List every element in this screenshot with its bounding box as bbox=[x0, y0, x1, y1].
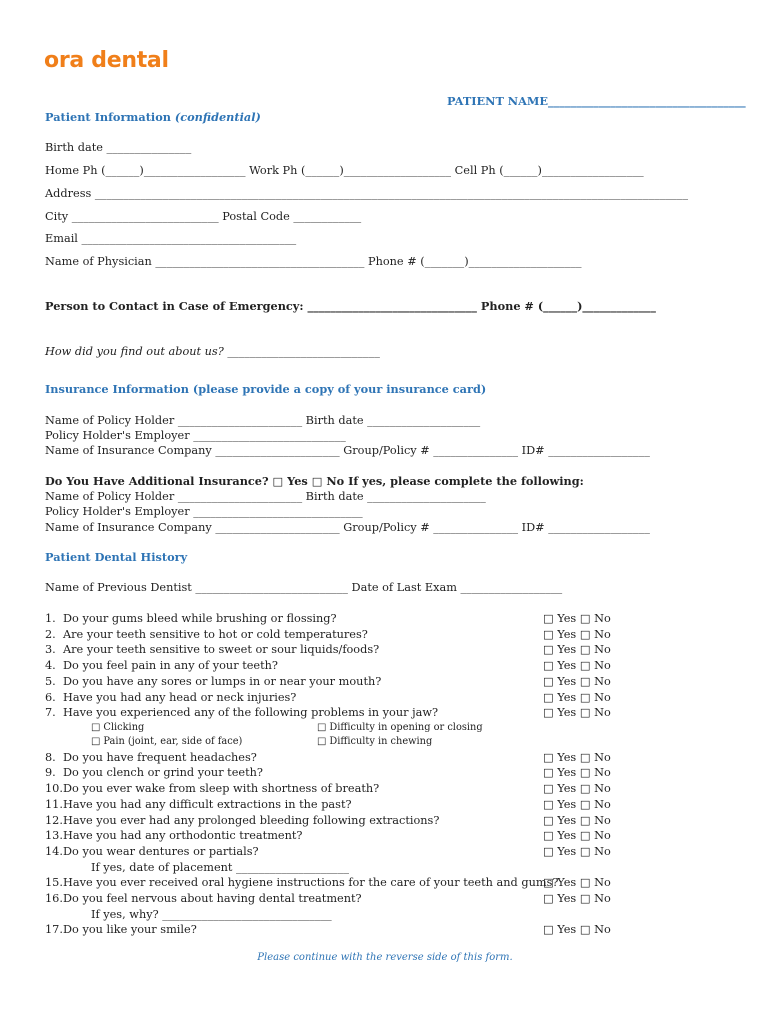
question-number: 3. bbox=[45, 643, 56, 656]
birth-date-field[interactable]: Birth date _______________ bbox=[45, 141, 192, 154]
insurance-heading: Insurance Information (please provide a copy of your insurance card) bbox=[45, 382, 487, 396]
question-number: 12. bbox=[45, 814, 63, 827]
question-number: 15. bbox=[45, 876, 63, 889]
yes-no-checkbox[interactable]: □ Yes □ No bbox=[543, 612, 611, 625]
question-number: 1. bbox=[45, 612, 56, 625]
insurance-company-field[interactable]: Name of Insurance Company ______________________ Group/Policy # _______________ ID# __________________ bbox=[45, 444, 650, 457]
question-text: Do you feel pain in any of your teeth? bbox=[63, 659, 278, 672]
question-number: 11. bbox=[45, 798, 63, 811]
patient-info-title: Patient Information bbox=[45, 110, 171, 124]
question-number: 8. bbox=[45, 751, 56, 764]
patient-info-heading bbox=[45, 112, 261, 123]
question-number: 2. bbox=[45, 628, 56, 641]
question-number: 10. bbox=[45, 782, 63, 795]
question-text: Have you experienced any of the following problems in your jaw? bbox=[63, 706, 439, 719]
yes-no-checkbox[interactable]: □ Yes □ No bbox=[543, 892, 611, 905]
question-text: Have you ever had any prolonged bleeding following extractions? bbox=[63, 814, 440, 827]
question-text: Do your gums bleed while brushing or flossing? bbox=[63, 612, 337, 625]
question-number: 5. bbox=[45, 675, 56, 688]
previous-dentist-field[interactable]: Name of Previous Dentist ___________________________ Date of Last Exam __________________ bbox=[45, 581, 563, 594]
dental-history-heading: Patient Dental History bbox=[45, 550, 188, 564]
question-text: Are your teeth sensitive to sweet or sour liquids/foods? bbox=[63, 643, 380, 656]
yes-no-checkbox[interactable]: □ Yes □ No bbox=[543, 643, 611, 656]
question-text: Do you ever wake from sleep with shortness of breath? bbox=[63, 782, 380, 795]
yes-no-checkbox[interactable]: □ Yes □ No bbox=[543, 628, 611, 641]
email-field[interactable]: Email ______________________________________ bbox=[45, 232, 297, 245]
yes-no-checkbox[interactable]: □ Yes □ No bbox=[543, 782, 611, 795]
patient-name-field[interactable]: PATIENT NAME___________________________________ bbox=[447, 94, 746, 108]
jaw-option-opening-closing[interactable]: □ Difficulty in opening or closing bbox=[317, 722, 483, 733]
question-text: Have you ever received oral hygiene instructions for the care of your teeth and gums? bbox=[63, 876, 559, 889]
address-field[interactable]: Address _________________________________________________________________________________________________________ bbox=[45, 187, 688, 200]
jaw-option-chewing[interactable]: □ Difficulty in chewing bbox=[317, 736, 433, 747]
question-text: Do you clench or grind your teeth? bbox=[63, 766, 263, 779]
policy-holder-field[interactable]: Name of Policy Holder ______________________ Birth date ____________________ bbox=[45, 414, 481, 427]
phone-fields[interactable]: Home Ph (______)__________________ Work Ph (______)___________________ Cell Ph (______)__________________ bbox=[45, 164, 644, 177]
yes-no-checkbox[interactable]: □ Yes □ No bbox=[543, 845, 611, 858]
additional-insurance-question[interactable]: Do You Have Additional Insurance? □ Yes □ No If yes, please complete the following: bbox=[45, 474, 584, 488]
city-postal-fields[interactable]: City __________________________ Postal Code ____________ bbox=[45, 210, 362, 223]
question-number: 13. bbox=[45, 829, 63, 842]
brand-logo: ora dental bbox=[44, 48, 169, 73]
yes-no-checkbox[interactable]: □ Yes □ No bbox=[543, 659, 611, 672]
question-text: Do you have frequent headaches? bbox=[63, 751, 257, 764]
question-text: Have you had any head or neck injuries? bbox=[63, 691, 297, 704]
yes-no-checkbox[interactable]: □ Yes □ No bbox=[543, 751, 611, 764]
yes-no-checkbox[interactable]: □ Yes □ No bbox=[543, 876, 611, 889]
question-number: 9. bbox=[45, 766, 56, 779]
nervous-why-field[interactable]: If yes, why? ______________________________ bbox=[91, 908, 332, 921]
question-text: Do you like your smile? bbox=[63, 923, 197, 936]
policy-employer-field-2[interactable]: Policy Holder's Employer ______________________________ bbox=[45, 505, 363, 518]
emergency-contact-field[interactable]: Person to Contact in Case of Emergency: ______________________________ Phone # (______)_____________ bbox=[45, 299, 656, 313]
question-text: Have you had any orthodontic treatment? bbox=[63, 829, 303, 842]
question-number: 14. bbox=[45, 845, 63, 858]
insurance-company-field-2[interactable]: Name of Insurance Company ______________________ Group/Policy # _______________ ID# __________________ bbox=[45, 521, 650, 534]
policy-holder-field-2[interactable]: Name of Policy Holder ______________________ Birth date _____________________ bbox=[45, 490, 486, 503]
yes-no-checkbox[interactable]: □ Yes □ No bbox=[543, 706, 611, 719]
physician-field[interactable]: Name of Physician _____________________________________ Phone # (_______)____________________ bbox=[45, 255, 582, 268]
question-number: 6. bbox=[45, 691, 56, 704]
placement-date-field[interactable]: If yes, date of placement ____________________ bbox=[91, 861, 350, 874]
yes-no-checkbox[interactable]: □ Yes □ No bbox=[543, 691, 611, 704]
yes-no-checkbox[interactable]: □ Yes □ No bbox=[543, 814, 611, 827]
question-number: 7. bbox=[45, 706, 56, 719]
confidential-note: (confidential) bbox=[174, 110, 261, 124]
jaw-option-pain[interactable]: □ Pain (joint, ear, side of face) bbox=[91, 736, 243, 747]
question-text: Do you have any sores or lumps in or near your mouth? bbox=[63, 675, 382, 688]
yes-no-checkbox[interactable]: □ Yes □ No bbox=[543, 675, 611, 688]
yes-no-checkbox[interactable]: □ Yes □ No bbox=[543, 923, 611, 936]
question-text: Do you feel nervous about having dental treatment? bbox=[63, 892, 362, 905]
question-text: Are your teeth sensitive to hot or cold temperatures? bbox=[63, 628, 368, 641]
question-number: 4. bbox=[45, 659, 56, 672]
jaw-option-clicking[interactable]: □ Clicking bbox=[91, 722, 145, 733]
question-text: Have you had any difficult extractions in the past? bbox=[63, 798, 352, 811]
yes-no-checkbox[interactable]: □ Yes □ No bbox=[543, 766, 611, 779]
question-text: Do you wear dentures or partials? bbox=[63, 845, 259, 858]
yes-no-checkbox[interactable]: □ Yes □ No bbox=[543, 798, 611, 811]
question-number: 17. bbox=[45, 923, 63, 936]
referral-field[interactable]: How did you find out about us? ___________________________ bbox=[45, 345, 380, 358]
yes-no-checkbox[interactable]: □ Yes □ No bbox=[543, 829, 611, 842]
continue-footer-note: Please continue with the reverse side of this form. bbox=[257, 952, 513, 963]
question-number: 16. bbox=[45, 892, 63, 905]
policy-employer-field[interactable]: Policy Holder's Employer ___________________________ bbox=[45, 429, 346, 442]
